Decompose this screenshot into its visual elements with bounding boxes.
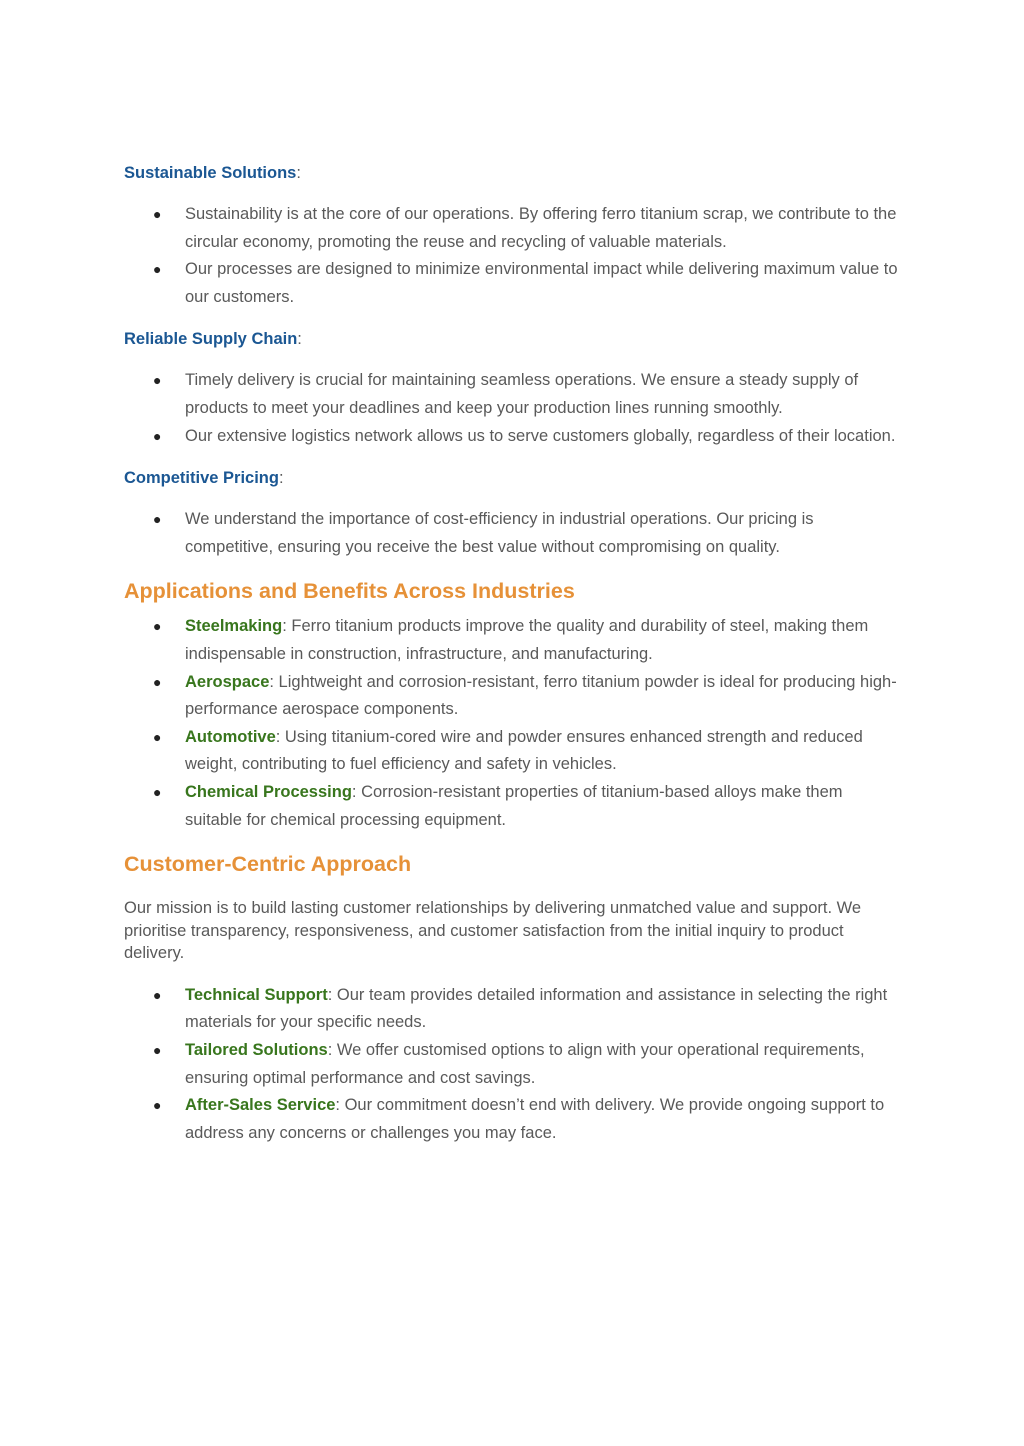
bullet-list-applications [124, 613, 900, 834]
list-item: ● Steelmaking: Ferro titanium products improve the quality and durability of steel, making them indispensable in construction, infrastructure, and manufacturing. [124, 613, 900, 668]
bullet-icon: ● [153, 1042, 162, 1059]
bullet-icon: ● [153, 783, 162, 800]
list-item: ● Aerospace: Lightweight and corrosion-resistant, ferro titanium powder is ideal for producing high-performance aerospace components. [124, 669, 900, 724]
list-item: ● Our extensive logistics network allows us to serve customers globally, regardless of their location. [124, 423, 900, 451]
bullet-icon: ● [153, 673, 162, 690]
bullet-list-customer [124, 982, 900, 1148]
subheading-sustainable-solutions: Sustainable Solutions: [124, 164, 301, 182]
subheading-competitive-pricing: Competitive Pricing: [124, 469, 284, 488]
list-item: ● Tailored Solutions: We offer customised options to align with your operational requirements, ensuring optimal performance and cost savings. [124, 1037, 900, 1092]
list-item: ● Timely delivery is crucial for maintaining seamless operations. We ensure a steady supply of products to meet your deadlines and keep your production lines running smoothly. [124, 367, 900, 422]
heading-customer-centric: Customer-Centric Approach [124, 852, 412, 877]
list-item: ● Technical Support: Our team provides detailed information and assistance in selecting the right materials for your specific needs. [124, 982, 900, 1037]
heading-applications: Applications and Benefits Across Industries [124, 579, 575, 604]
bullet-icon: ● [153, 511, 162, 528]
intro-paragraph: Our mission is to build lasting customer relationships by delivering unmatched value and support. We prioritise transparency, responsiveness, and customer satisfaction from the initial inquiry to product delivery. [124, 899, 862, 963]
bullet-list-pricing [124, 506, 900, 561]
document-page [124, 161, 900, 1147]
bullet-icon: ● [153, 986, 162, 1003]
bullet-icon: ● [153, 728, 162, 745]
bullet-icon: ● [153, 618, 162, 635]
bullet-icon: ● [153, 427, 162, 444]
list-item: ● Our processes are designed to minimize environmental impact while delivering maximum value to our customers. [124, 256, 900, 311]
subheading-reliable-supply-chain: Reliable Supply Chain: [124, 330, 302, 349]
list-item: ● We understand the importance of cost-efficiency in industrial operations. Our pricing is competitive, ensuring you receive the best value without compromising on quality. [124, 506, 900, 561]
bullet-list-sustainable [124, 201, 900, 311]
bullet-icon: ● [153, 372, 162, 389]
bullet-list-supply [124, 367, 900, 450]
list-item: ● After-Sales Service: Our commitment doesn’t end with delivery. We provide ongoing support to address any concerns or challenges you may face. [124, 1092, 900, 1147]
bullet-icon: ● [153, 206, 162, 222]
bullet-icon: ● [153, 261, 162, 278]
bullet-icon: ● [153, 1097, 162, 1114]
list-item: ● Chemical Processing: Corrosion-resistant properties of titanium-based alloys make them suitable for chemical processing equipment. [124, 779, 900, 834]
list-item: ● Automotive: Using titanium-cored wire and powder ensures enhanced strength and reduced weight, contributing to fuel efficiency and safety in vehicles. [124, 724, 900, 779]
list-item: ● Sustainability is at the core of our operations. By offering ferro titanium scrap, we contribute to the circular economy, promoting the reuse and recycling of valuable materials. [124, 201, 900, 256]
